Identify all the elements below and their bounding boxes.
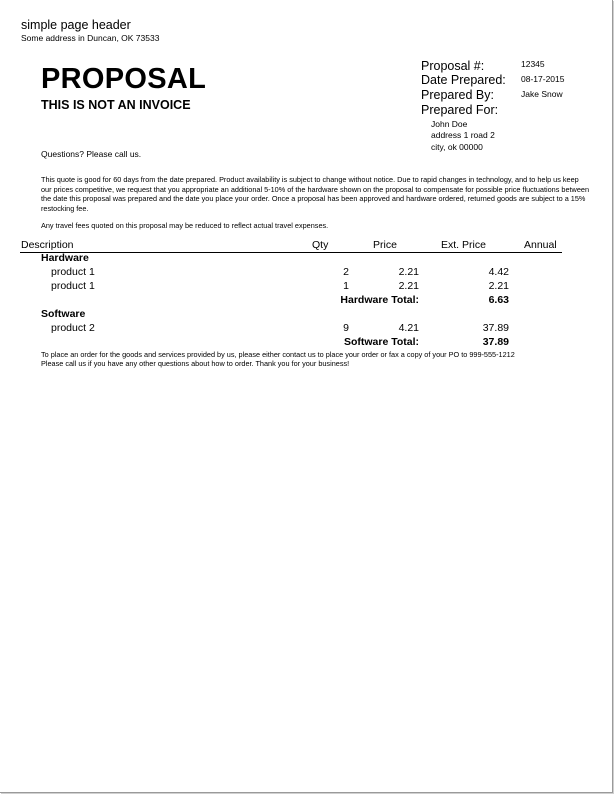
questions-text: Questions? Please call us. bbox=[41, 149, 142, 159]
prepared-for-label: Prepared For: bbox=[421, 103, 499, 117]
line-item-ext-price: 2.21 bbox=[488, 280, 509, 292]
software-total-label: Software Total: bbox=[343, 336, 419, 348]
column-header-annual: Annual bbox=[524, 239, 557, 251]
hardware-total-label: Hardware Total: bbox=[340, 294, 419, 306]
line-item-name: product 1 bbox=[51, 266, 95, 278]
prepared-for-city: city, ok 00000 bbox=[431, 142, 483, 152]
line-item-ext-price: 4.42 bbox=[488, 266, 509, 278]
date-prepared-label: Date Prepared: bbox=[421, 73, 506, 87]
date-prepared-value: 08-17-2015 bbox=[521, 74, 565, 84]
travel-note: Any travel fees quoted on this proposal may be reduced to reflect actual travel expenses. bbox=[41, 221, 329, 230]
line-item-qty: 2 bbox=[343, 266, 349, 278]
hardware-total-value: 6.63 bbox=[488, 294, 509, 306]
line-item-name: product 2 bbox=[51, 322, 95, 334]
column-header-price: Price bbox=[373, 239, 397, 251]
column-header-description: Description bbox=[21, 239, 74, 251]
line-item-ext-price: 37.89 bbox=[482, 322, 509, 334]
page-header-title: simple page header bbox=[21, 18, 131, 32]
terms-paragraph: This quote is good for 60 days from the date prepared. Product availability is subject to change without notice. Due to rapid changes in technology, and to help us keep our prices competitive, we request that you appropriate an additional 5-10% of the hardware shown on the proposal to compensate for possible price fluctuations between the date this proposal was prepared and the date you place your order. Once a proposal has been approved and hardware ordered, returned goods are subject to a 15% restocking fee. bbox=[41, 175, 589, 213]
line-item-name: product 1 bbox=[51, 280, 95, 292]
prepared-by-label: Prepared By: bbox=[421, 88, 494, 102]
document-title: PROPOSAL bbox=[41, 63, 207, 95]
line-item-qty: 1 bbox=[343, 280, 349, 292]
software-total-value: 37.89 bbox=[482, 336, 509, 348]
header-divider bbox=[20, 252, 562, 253]
prepared-by-value: Jake Snow bbox=[521, 89, 563, 99]
prepared-for-address: address 1 road 2 bbox=[431, 130, 495, 140]
column-header-ext-price: Ext. Price bbox=[441, 239, 486, 251]
footer-order-instructions: To place an order for the goods and services provided by us, please either contact us to place your order or fax a copy of your PO to 999-555-1212 bbox=[41, 350, 515, 359]
prepared-for-name: John Doe bbox=[431, 119, 468, 129]
line-item-price: 2.21 bbox=[398, 266, 419, 278]
line-item-qty: 9 bbox=[343, 322, 349, 334]
footer-thank-you: Please call us if you have any other questions about how to order. Thank you for your business! bbox=[41, 359, 350, 368]
document-subtitle: THIS IS NOT AN INVOICE bbox=[41, 98, 191, 112]
proposal-number-value: 12345 bbox=[521, 59, 545, 69]
line-item-price: 4.21 bbox=[398, 322, 419, 334]
proposal-number-label: Proposal #: bbox=[421, 59, 485, 73]
section-heading-software: Software bbox=[41, 308, 86, 320]
column-header-qty: Qty bbox=[312, 239, 329, 251]
line-item-price: 2.21 bbox=[398, 280, 419, 292]
section-heading-hardware: Hardware bbox=[41, 252, 89, 264]
page-header-address: Some address in Duncan, OK 73533 bbox=[21, 33, 160, 43]
